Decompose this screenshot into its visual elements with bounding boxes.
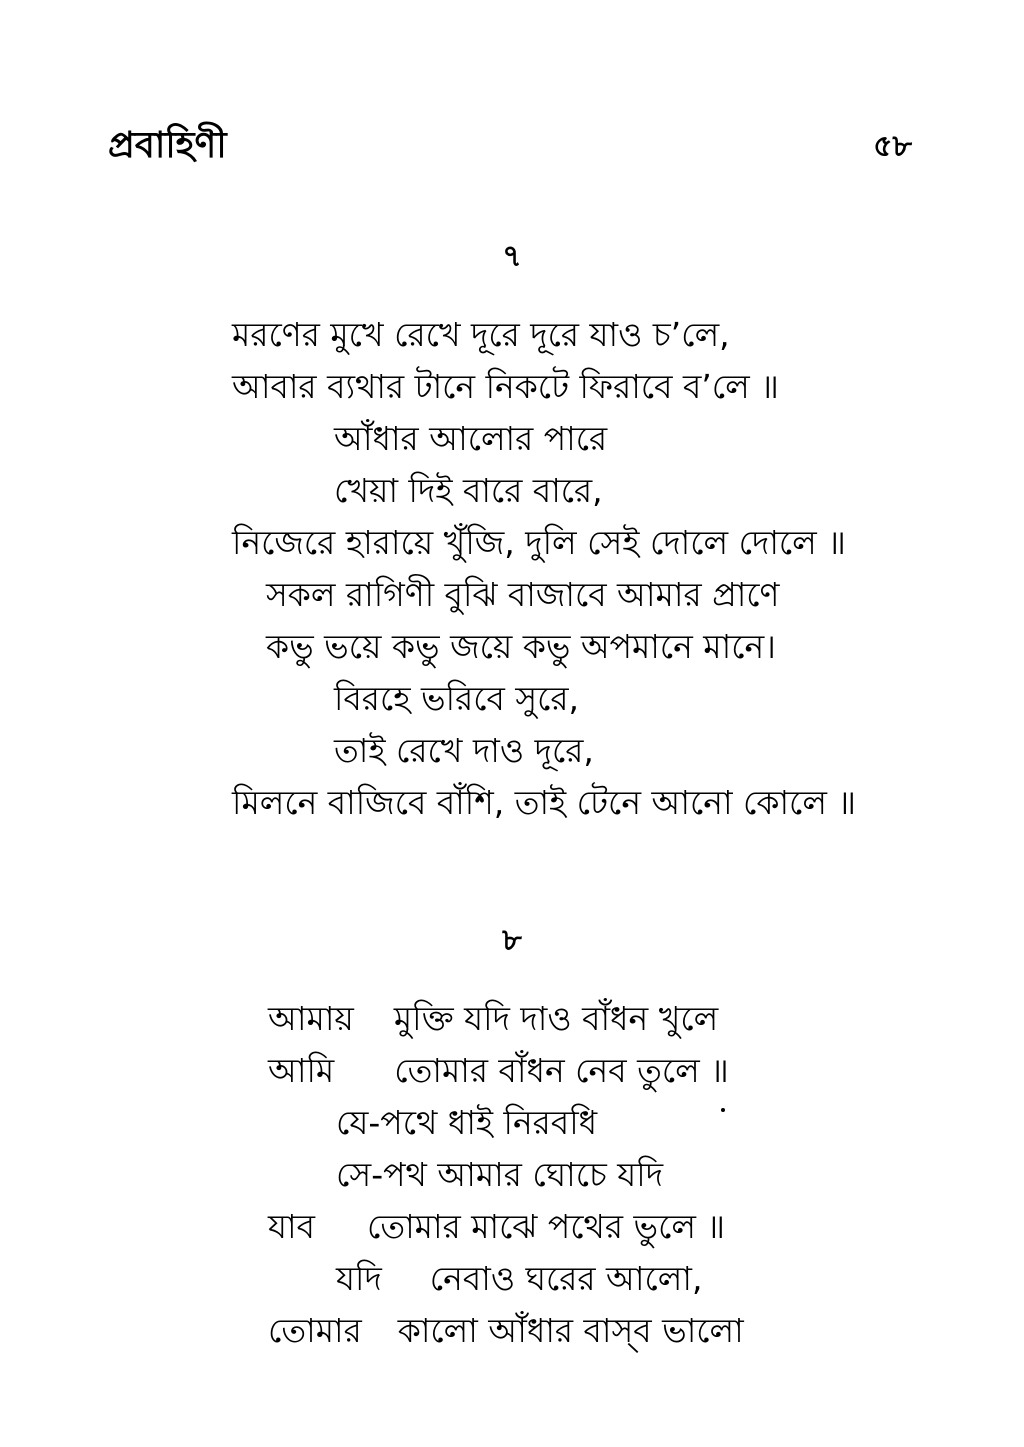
song-number: ৮ [502, 923, 522, 958]
verse-line: তাই রেখে দাও দূরে, [334, 731, 594, 770]
verse-line: কভু ভয়ে কভু জয়ে কভু অপমানে মানে। [266, 627, 776, 666]
verse-line: আঁধার আলোর পারে [334, 419, 608, 458]
verse-line [268, 999, 719, 1038]
verse-lead-word: তোমার [268, 1311, 362, 1350]
verse-line [268, 1311, 744, 1350]
verse-line [336, 1259, 703, 1298]
verse-line: নিজেরে হারায়ে খুঁজি, দুলি সেই দোলে দোলে ॥ [232, 523, 846, 562]
verse-text: কালো আঁধার বাস্‌ব ভালো [397, 1311, 744, 1350]
verse-lead-word: যাব [268, 1207, 315, 1246]
verse-text: তোমার মাঝে পথের ভুলে ॥ [366, 1207, 726, 1246]
book-title: প্রবাহিণী [108, 125, 227, 166]
page-number: ৫৮ [873, 129, 912, 164]
verse-lead-word: যদি [336, 1259, 382, 1298]
verse-line: সে-পথ আমার ঘোচে যদি [336, 1155, 664, 1194]
song-number: ৭ [502, 239, 522, 274]
verse-line: মরণের মুখে রেখে দূরে দূরে যাও চ’লে, [232, 315, 730, 354]
verse-lead-word: আমায় [268, 999, 354, 1038]
verse-line: খেয়া দিই বারে বারে, [334, 471, 603, 510]
print-speck [721, 1108, 725, 1112]
verse-line [268, 1051, 729, 1090]
verse-lead-word: আমি [268, 1051, 335, 1090]
verse-line: মিলনে বাজিবে বাঁশি, তাই টেনে আনো কোলে ॥ [232, 783, 857, 822]
verse-text: নেবাও ঘরের আলো, [429, 1259, 703, 1298]
verse-line: বিরহে ভরিবে সুরে, [334, 679, 580, 718]
verse-line [268, 1207, 726, 1246]
verse-line: সকল রাগিণী বুঝি বাজাবে আমার প্রাণে [266, 575, 780, 614]
verse-text: তোমার বাঁধন নেব তুলে ॥ [394, 1051, 729, 1090]
verse-text: মুক্তি যদি দাও বাঁধন খুলে [393, 999, 719, 1038]
verse-line: আবার ব্যথার টানে নিকটে ফিরাবে ব’লে ॥ [232, 367, 779, 406]
verse-line: যে-পথে ধাই নিরবধি [336, 1103, 598, 1142]
